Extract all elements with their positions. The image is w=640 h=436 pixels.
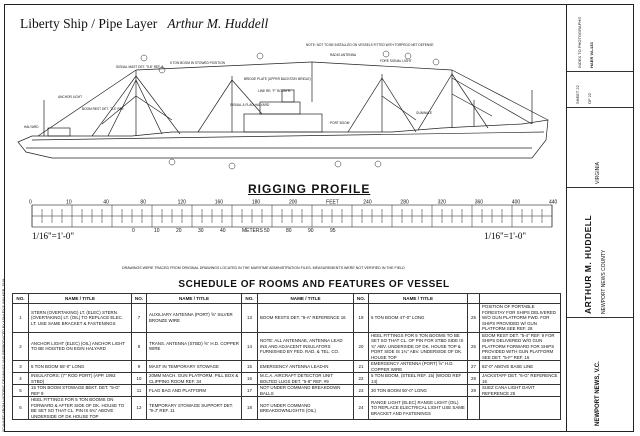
tracing-note: DRAWINGS WERE TRACED FROM ORIGINAL DRAWINGS LOCATED IN THE MARITIME ADMINISTRATION FILES. MEASUREMENTS WERE NOT VERIFIED IN THE FIELD: [122, 266, 405, 270]
scale-tick-label-bottom: 90: [308, 228, 314, 234]
schedule-cell-no: 14: [242, 332, 258, 361]
index-text: INDEX TO PHOTOGRAPHS: [577, 17, 582, 68]
scale-tick-label-bottom: 50: [264, 228, 270, 234]
schedule-cell-name: AUXILIARY ANTENNA (PORT) ⅝" SILVER BRONZE WIRE: [147, 304, 242, 333]
scale-top-labels: [29, 200, 558, 206]
schedule-cell-name: 82'-0" ABOVE BASE LINE: [480, 361, 561, 373]
schedule-cell-name: [480, 397, 561, 420]
header-no: [468, 294, 480, 304]
profile-label-anchor-light: ANCHOR LIGHT: [58, 95, 83, 99]
aft-house: [48, 128, 70, 136]
profile-label-flag-halyard: SIGNAL & FLAG HALYARD: [230, 103, 270, 107]
profile-label-fore-signal-light: FORE SIGNAL LIGHT: [380, 59, 412, 63]
schedule-cell-name: SUEZ CANA LIGHT DAVIT REFERENCE 25: [480, 385, 561, 397]
schedule-cell-no: 22: [354, 373, 369, 385]
scale-tick-label-top: 400: [511, 199, 521, 206]
scale-tick-label-bottom: 0: [132, 228, 135, 234]
rigging-profile-drawing: [12, 40, 560, 180]
midship-house: [244, 114, 322, 132]
header-no: NO.: [13, 294, 29, 304]
schedule-cell-no: 25: [468, 304, 480, 333]
scale-tick-label-bottom: 40: [220, 228, 226, 234]
header-name: [480, 294, 561, 304]
header-name: NAME / TITLE: [258, 294, 354, 304]
schedule-cell-no: 13: [242, 304, 258, 333]
scale-tick-label-bottom: 10: [154, 228, 160, 234]
schedule-cell-no: 20: [354, 332, 369, 361]
scale-tick-label-top: 0: [29, 199, 32, 206]
schedule-cell-name: EMERGENCY ANTENNA (PORT) ⅝" H.D. COPPER WIRE: [369, 361, 468, 373]
schedule-cell-name: 15 TON BOOM STOWAGE BEKT. DET. "5-G" REF 9: [29, 385, 132, 397]
graphic-scale: [12, 199, 558, 243]
schedule-cell-no: 1: [13, 304, 29, 333]
schedule-row: [13, 385, 561, 397]
schedule-cell-no: 27: [468, 361, 480, 373]
scale-label-right: 1/16"=1'-0": [484, 231, 527, 241]
scale-label-left: 1/16"=1'-0": [32, 231, 75, 241]
schedule-row: [13, 373, 561, 385]
schedule-cell-name: MAST IN TEMPORARY STOWAGE: [147, 361, 242, 373]
vessel-location: NEWPORT NEWS COUNTY: [601, 249, 607, 314]
schedule-cell-no: 12: [132, 397, 147, 420]
header-no: NO.: [354, 294, 369, 304]
schedule-cell-no: [468, 397, 480, 420]
schedule-header-row: [13, 294, 561, 304]
schedule-cell-no: 3: [13, 361, 29, 373]
title-block-city: [567, 318, 633, 430]
schedule-cell-name: NOTE: ALL ANTENNAE, ANTENNA LEAD INS AND ADJACENT INSULATORS FURNISHED BY FED. RAD. & TEL. CO.: [258, 332, 354, 361]
ship-type-title: Liberty Ship / Pipe Layer: [20, 16, 158, 31]
title-block-sheet: [567, 72, 633, 108]
title-block: [566, 4, 634, 432]
schedule-cell-name: NOT UNDER COMMAND BREAKDOWNLIGHTS (OIL): [258, 397, 354, 420]
schedule-row: [13, 361, 561, 373]
city-name: NEWPORT NEWS, V.C.: [595, 361, 601, 426]
scale-tick-label-top: 80: [140, 199, 146, 206]
scale-tick-label-top: 320: [437, 199, 446, 206]
rigging-profile-title: RIGGING PROFILE: [248, 182, 371, 196]
profile-label-radio-antenna: RADIO ANTENNA: [330, 53, 357, 57]
scale-tick-label-top: 10: [66, 199, 72, 206]
header-name: NAME / TITLE: [147, 294, 242, 304]
vessel-name: ARTHUR M. HUDDELL: [583, 214, 593, 314]
profile-label-note: NOTE: NOT TO BE INSTALLED ON VESSELS FITTED WITH TORPEDO NET DEFENSE: [306, 43, 434, 47]
profile-label-boom-rest: BOOM REST DET. "3-4" REF.: [82, 107, 125, 111]
header-no: NO.: [242, 294, 258, 304]
schedule-cell-name: TRANS. ANTENNA (STBD) ⅝" H.D. COPPER WIRE: [147, 332, 242, 361]
schedule-cell-no: 9: [132, 361, 147, 373]
vessel-name-title: Arthur M. Huddell: [167, 16, 269, 31]
scale-tick-label-top: 360: [474, 199, 484, 206]
schedule-cell-name: 30 TON BOOM 50'-0" LONG: [369, 385, 468, 397]
schedule-cell-name: STERN (OVERTAKING) LT. (ELEC) STERN (OVERTAKING) LT. (OIL) TO REPLACE ELEC. LT. USE SAME BRACKET & FASTENINGS: [29, 304, 132, 333]
schedule-table: [12, 293, 561, 420]
schedule-cell-name: TEMPORARY STOWAGE SUPPORT DET. "9-J" REF. 11: [147, 397, 242, 420]
schedule-cell-no: 2: [13, 332, 29, 361]
profile-label-gunwale: GUNWALE: [416, 111, 432, 115]
schedule-cell-no: 5: [13, 385, 29, 397]
schedule-cell-name: FLAG BAG AND PLATFORM: [147, 385, 242, 397]
schedule-cell-no: 15: [242, 361, 258, 373]
schedule-cell-name: HEEL FITTINGS FOR 5 TON BOOMS TO BE SET SO THAT CL. OF PIN FOR STBD SIDE IS ¾" ABV. UNDERSIDE OF DK. HOUSE TOP & PORT SIDE IS 1¾" ABV. UNDERSIDE OF DK. HOUSE TOP: [369, 332, 468, 361]
schedule-cell-name: EMERGENCY ANTENNA LEAD-IN: [258, 361, 354, 373]
sheet-of: OF 22: [587, 92, 592, 104]
schedule-title: SCHEDULE OF ROOMS AND FEATURES OF VESSEL: [178, 279, 450, 290]
schedule-cell-no: 23: [354, 385, 369, 397]
schedule-row: [13, 332, 561, 361]
schedule-cell-name: INSULATORS: (7" ROD PORT) (APP. 1993 STBD): [29, 373, 132, 385]
scale-tick-label-bottom: 95: [330, 228, 336, 234]
scale-tick-label-top: 440: [549, 199, 558, 206]
schedule-cell-name: POSITION OF PORTABLE FORESTAY FOR SHIPS DELIVERED W/O GUN PLATFORM FWD. FOR SHIPS PROVIDED W/ GUN PLATFORM SEE REF. 28: [480, 304, 561, 333]
schedule-cell-no: 19: [354, 304, 369, 333]
profile-label-line: LINE RE: "F" BOOM R.: [258, 89, 292, 93]
drawing-title: [20, 16, 268, 32]
schedule-cell-no: 7: [132, 304, 147, 333]
survey-number: HAER VA-133: [589, 42, 594, 68]
scale-tick-label-top: 240: [363, 199, 372, 206]
scale-tick-label-top: 280: [400, 199, 409, 206]
scale-tick-label-top: 40: [103, 199, 109, 206]
schedule-cell-no: 17: [242, 385, 258, 397]
schedule-cell-no: 11: [132, 385, 147, 397]
schedule-cell-no: 8: [132, 332, 147, 361]
schedule-cell-name: 5 TON BOOM, (STEEL REF. 15) (WOOD REF 14): [369, 373, 468, 385]
title-block-state: [567, 108, 633, 188]
header-name: NAME / TITLE: [369, 294, 468, 304]
schedule-cell-no: 21: [354, 361, 369, 373]
profile-label-bridge-plate: BRIDGE PLATE (UPPER BACKSTAY BRIDLE): [244, 77, 311, 81]
scale-tick-label-top: 200: [289, 199, 298, 206]
schedule-cell-no: 26: [468, 332, 480, 361]
title-block-index: [567, 4, 633, 72]
schedule-body: [13, 304, 561, 420]
schedule-cell-name: 20MM MACH. GUN PLATFORM, PILL BOX & CLIPPING ROOM REF. 34: [147, 373, 242, 385]
schedule-cell-no: 16: [242, 373, 258, 385]
profile-label-port-boom: PORT BOOM: [330, 121, 350, 125]
header-name: NAME / TITLE: [29, 294, 132, 304]
schedule-cell-name: ANCHOR LIGHT (ELEC) (OIL) ANCHOR LIGHT TO BE HOISTED ON EGIN HALYARD: [29, 332, 132, 361]
profile-label-signal-mast: SIGNAL MAST DET. "5-8" REF. 8: [116, 65, 164, 69]
schedule-row: [13, 304, 561, 333]
scale-bottom-labels: [132, 228, 336, 234]
schedule-cell-no: 28: [468, 373, 480, 385]
sheet-number: SHEET 22: [575, 85, 580, 104]
scale-tick-label-bottom: METERS: [242, 228, 263, 234]
profile-label-halyard: HALYARD: [24, 125, 39, 129]
scale-tick-label-bottom: 20: [176, 228, 182, 234]
scale-tick-label-bottom: 80: [286, 228, 292, 234]
scan-credit: SCANNED FROM HISTORIC DRAWINGS AND REPRODUCED BY ASHLEY F. WALKER, 2019: [2, 278, 6, 432]
scale-tick-label-top: 180: [251, 199, 261, 206]
profile-label-boom-stowed: 5 TON BOOM IN STOWED POSITION: [170, 61, 225, 65]
schedule-cell-no: 4: [13, 373, 29, 385]
scale-tick-label-bottom: 30: [198, 228, 204, 234]
schedule-cell-name: M.C.A. AIRCRAFT DETECTOR UNIT BOLTED LUGS DET. "5-8" REF. #9: [258, 373, 354, 385]
schedule-cell-name: BOOM REST DET. "5-4" REF. 9 FOR SHIPS DELIVERED W/O GUN PLATFORM FORWARD FOR SHIPS PROVIDED WITH GUN PLATFORM SEE DET. "5-F" REF. 16: [480, 332, 561, 361]
schedule-cell-name: NOT UNDER COMMAND BREAKDOWN BALLS: [258, 385, 354, 397]
state-name: VIRGINIA: [595, 162, 601, 184]
schedule-cell-name: RANGE LIGHT (ELEC) RANGE LIGHT (OIL) TO REPLACE ELECTRICAL LIGHT USE SAME BRACKET AND FASTENINGS: [369, 397, 468, 420]
schedule-cell-name: JACKSTAFF DET. "6-G" REFERENCE 16: [480, 373, 561, 385]
header-no: NO.: [132, 294, 147, 304]
schedule-cell-no: 10: [132, 373, 147, 385]
schedule-cell-name: HEEL FITTINGS FOR 5 TON BOOMS ON FORWARD & AFTER SIDE OF DK. HOUSE TO BE SET SO THAT CL. PIN IS 6¾" ABOVE UNDERSIDE OF DK HOUSE TOP: [29, 397, 132, 420]
schedule-cell-no: 6: [13, 397, 29, 420]
scale-tick-label-top: 160: [214, 199, 224, 206]
scale-tick-label-top: FEET: [326, 199, 339, 206]
schedule-cell-no: 24: [354, 397, 369, 420]
title-block-vessel: [567, 188, 633, 318]
schedule-cell-name: 5 TON BOOM 55'-0" LONG: [29, 361, 132, 373]
schedule-cell-no: 29: [468, 385, 480, 397]
schedule-cell-name: BOOM RESTS DET. "9-A" REFERENCE 16: [258, 304, 354, 333]
schedule-cell-no: 18: [242, 397, 258, 420]
schedule-cell-name: 5 TON BOOM 47'-0" LONG: [369, 304, 468, 333]
scale-tick-label-top: 120: [177, 199, 186, 206]
schedule-row: [13, 397, 561, 420]
